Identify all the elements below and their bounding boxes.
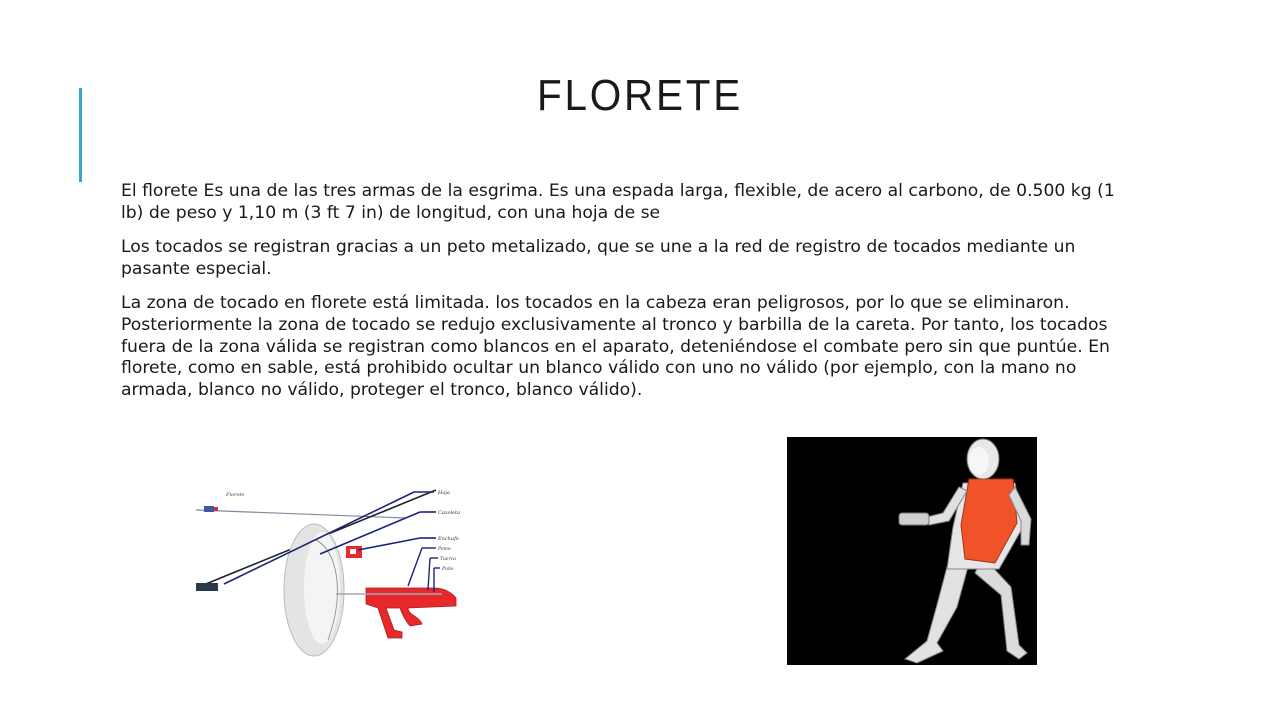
sword-hand [899, 513, 929, 525]
grip [366, 588, 456, 638]
fencer-svg [787, 437, 1037, 665]
label-hoja: Hoja [438, 490, 450, 496]
label-florete: Florete [226, 492, 245, 498]
small-foil-guard [204, 506, 214, 512]
label-tuerca: Tuerca [440, 557, 456, 562]
socket-hole [350, 549, 356, 554]
guard-highlight [304, 532, 340, 644]
paragraph-1: El florete Es una de las tres armas de la esgrima. Es una espada larga, flexible, de acero al carbono, de 0.500 kg (1 lb) de peso y 1,10 m (3 ft 7 in) de longitud, con una hoja de se [121, 181, 1115, 223]
paragraph-3: La zona de tocado en florete está limitada. los tocados en la cabeza eran peligrosos, por lo que se eliminaron. Posteriormente la zona de tocado se redujo exclusivamente al tronco y barbilla de la careta. Por tanto, los tocados fuera de la zona válida se registran como blancos en el aparato, deteniéndose el combate pero sin que puntúe. En florete, como en sable, está prohibido ocultar un blanco válido con uno no válido (por ejemplo, con la mano no armada, blanco no válido, proteger el tronco, blanco válido). [121, 293, 1110, 400]
fencer-illustration [787, 437, 1037, 665]
mask-face [969, 447, 989, 475]
leader-pomo [408, 548, 422, 586]
foil-parts-svg [196, 480, 466, 662]
slide-title: FLORETE [537, 71, 744, 120]
label-enchufe: Enchufe [438, 536, 459, 542]
small-foil-grip [214, 507, 218, 511]
slide-body [121, 181, 1121, 414]
leader-tuerca [428, 558, 430, 590]
label-puno: Puño [442, 567, 454, 572]
label-pomo: Pomo [438, 547, 451, 552]
leader-enchufe [358, 538, 420, 550]
label-cazoleta: Cazoleta [438, 510, 460, 516]
accent-bar [79, 88, 82, 182]
back-leg [975, 557, 1027, 659]
blade-base [196, 583, 218, 591]
foil-parts-diagram [196, 480, 466, 662]
paragraph-2: Los tocados se registran gracias a un peto metalizado, que se une a la red de registro de tocados mediante un pasante especial. [121, 237, 1076, 279]
front-leg [905, 563, 969, 663]
